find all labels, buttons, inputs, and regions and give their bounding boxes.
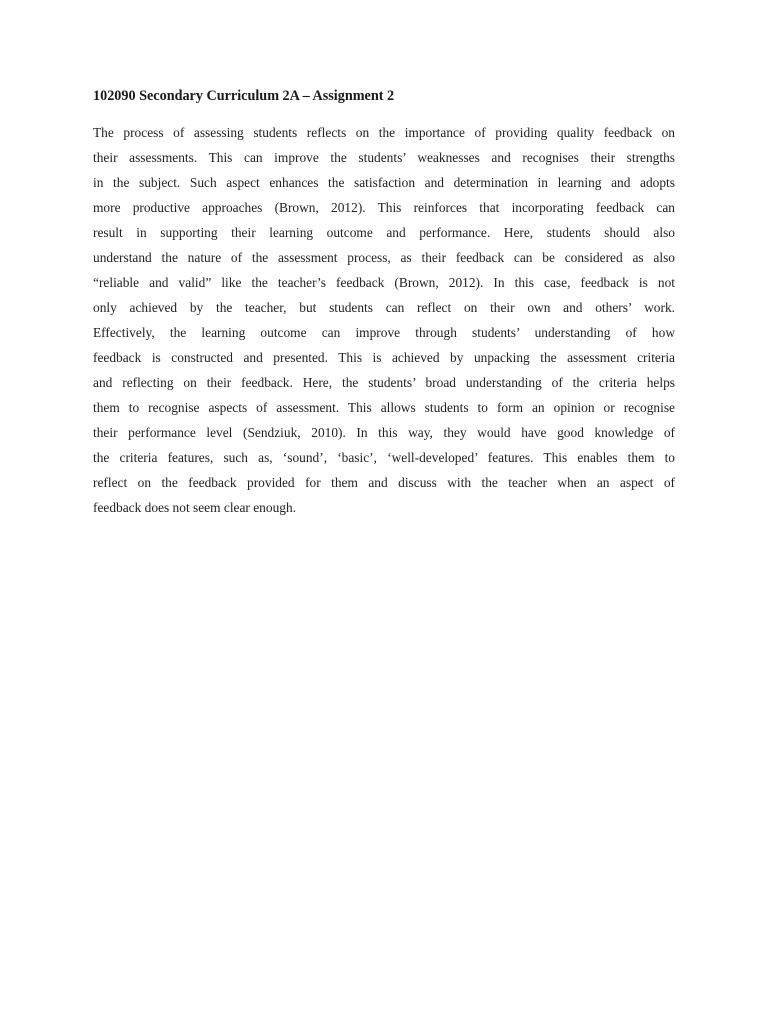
document-title: 102090 Secondary Curriculum 2A – Assignment 2 — [93, 88, 395, 104]
paragraph-line: and reflecting on their feedback. Here, the students’ broad understanding of the criteria helps — [93, 375, 675, 390]
paragraph-line: result in supporting their learning outcome and performance. Here, students should also — [93, 225, 675, 240]
paragraph-line: reflect on the feedback provided for them and discuss with the teacher when an aspect of — [93, 475, 675, 490]
paragraph-line: understand the nature of the assessment process, as their feedback can be considered as also — [93, 250, 675, 265]
paragraph-line: Effectively, the learning outcome can improve through students’ understanding of how — [93, 325, 675, 340]
paragraph-line: feedback does not seem clear enough. — [93, 500, 297, 515]
paragraph-line: more productive approaches (Brown, 2012). This reinforces that incorporating feedback can — [93, 200, 675, 215]
paragraph-line: “reliable and valid” like the teacher’s feedback (Brown, 2012). In this case, feedback is not — [93, 275, 675, 290]
paragraph-line: them to recognise aspects of assessment. This allows students to form an opinion or recognise — [93, 400, 675, 415]
paragraph-line: feedback is constructed and presented. This is achieved by unpacking the assessment criteria — [93, 350, 675, 365]
paragraph-line: the criteria features, such as, ‘sound’, ‘basic’, ‘well-developed’ features. This enables them to — [93, 450, 675, 465]
paragraph-line: in the subject. Such aspect enhances the satisfaction and determination in learning and adopts — [93, 175, 675, 190]
paragraph-line: their assessments. This can improve the students’ weaknesses and recognises their strengths — [93, 150, 675, 165]
paragraph-line: The process of assessing students reflects on the importance of providing quality feedback on — [93, 125, 675, 140]
paragraph-line: only achieved by the teacher, but students can reflect on their own and others’ work. — [93, 300, 675, 315]
paragraph-line: their performance level (Sendziuk, 2010). In this way, they would have good knowledge of — [93, 425, 675, 440]
body-paragraph — [93, 120, 675, 520]
